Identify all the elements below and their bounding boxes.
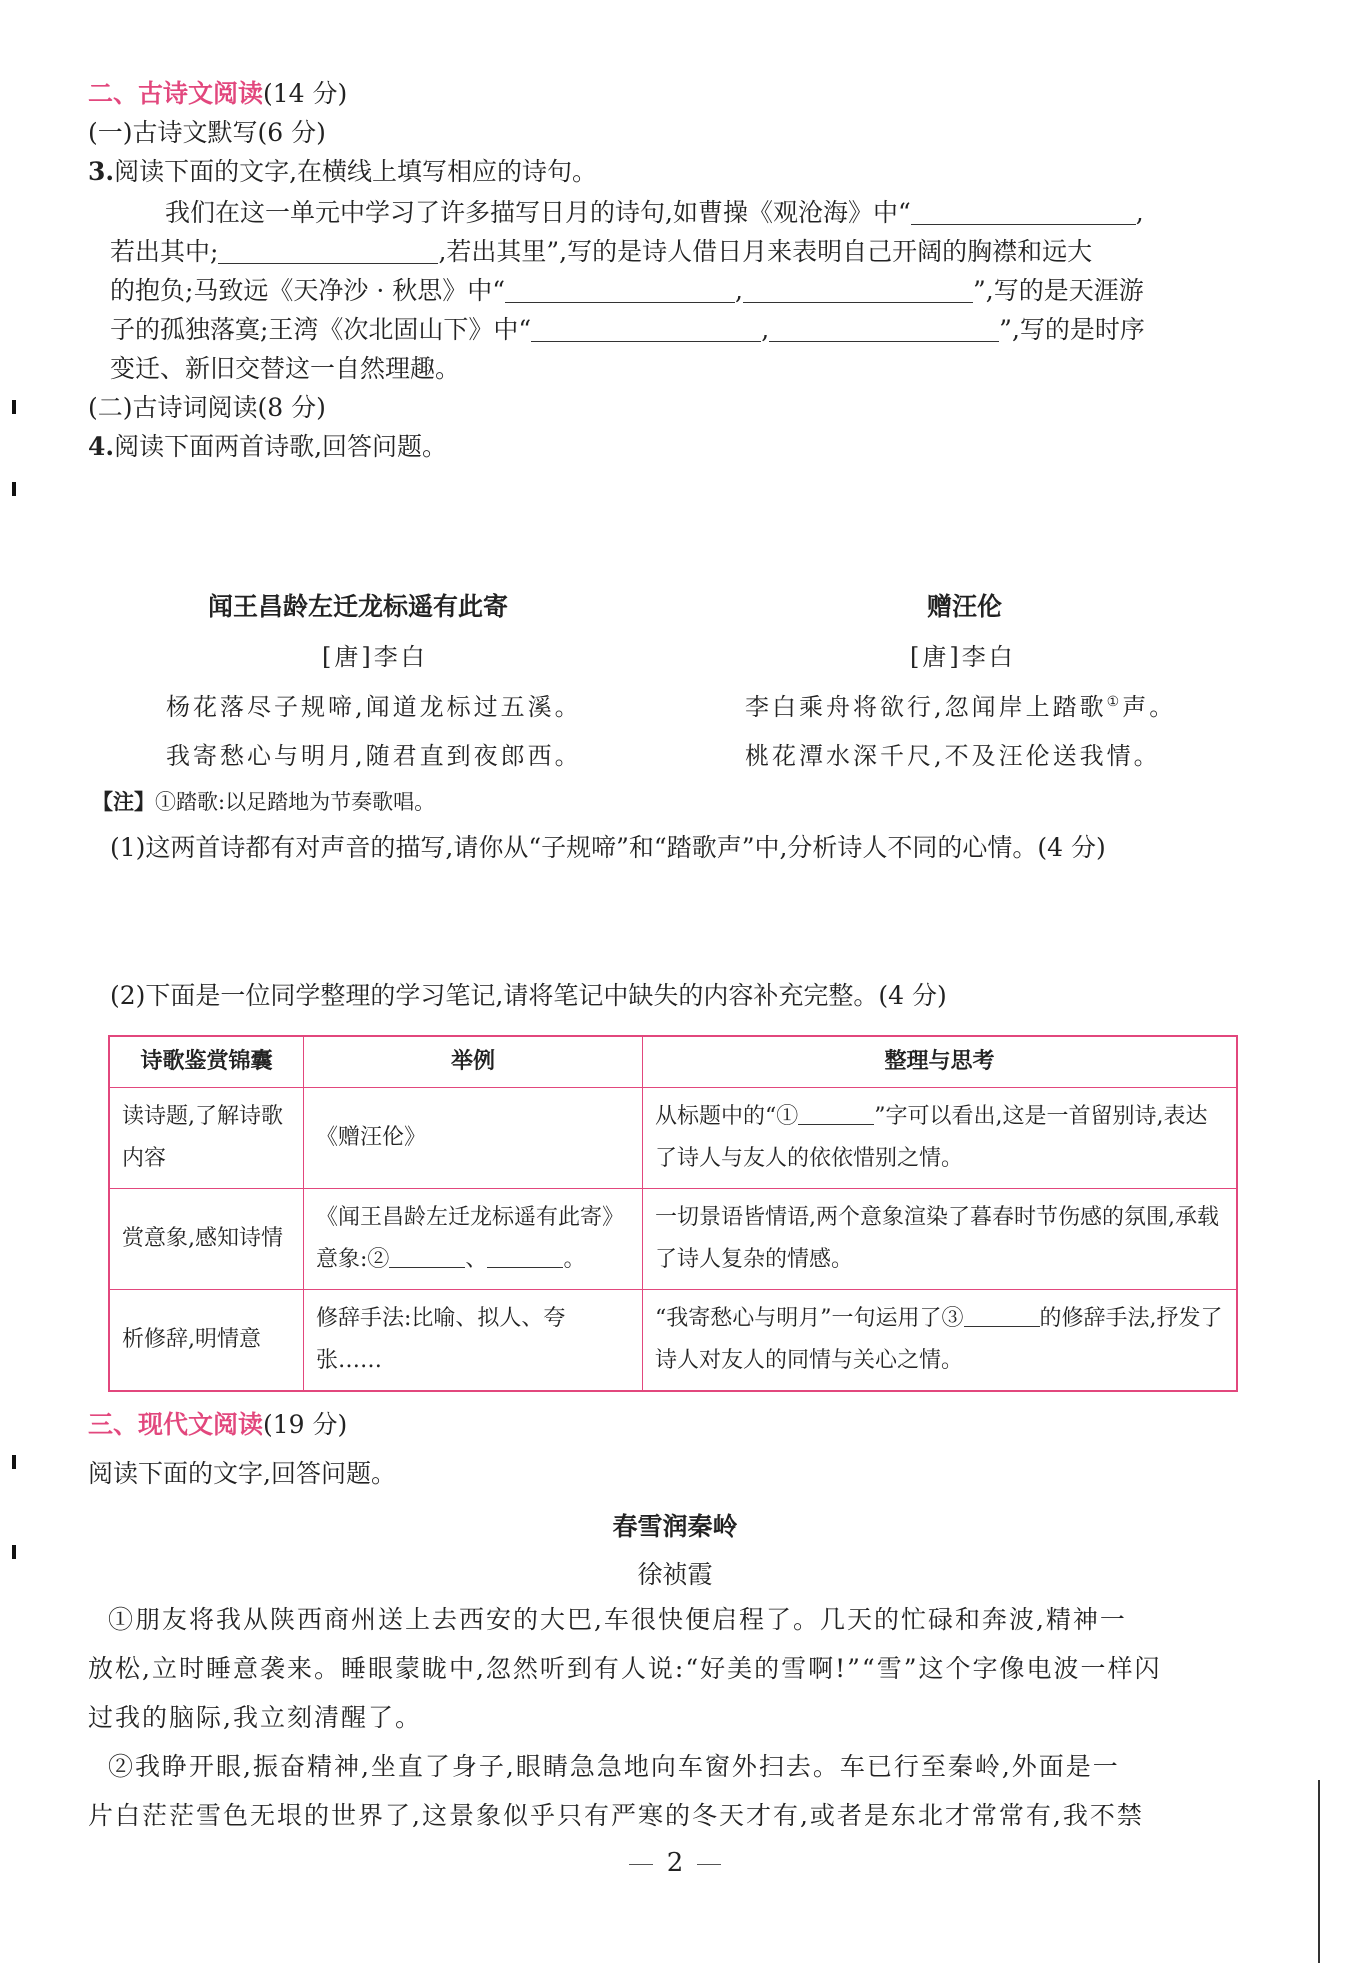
row1-thinking-a: 从标题中的“① — [655, 1104, 799, 1129]
answer-blank-4[interactable] — [743, 276, 973, 303]
header-thinking: 整理与思考 — [643, 1036, 1238, 1088]
binding-mark — [12, 400, 16, 414]
q3-line1 — [165, 196, 1144, 230]
paragraph2-line2: 片白茫茫雪色无垠的世界了,这景象似乎只有严寒的冬天才有,或者是东北才常常有,我不禁 — [88, 1801, 1144, 1830]
q3-line4-comma: , — [761, 315, 770, 344]
row1-tip: 读诗题,了解诗歌内容 — [109, 1088, 304, 1189]
table-blank-3[interactable] — [964, 1304, 1040, 1327]
header-tips: 诗歌鉴赏锦囊 — [109, 1036, 304, 1088]
section2-score: (14 分) — [263, 79, 348, 108]
section3-prompt: 阅读下面的文字,回答问题。 — [88, 1459, 396, 1488]
q4-sub1: (1)这两首诗都有对声音的描写,请你从“子规啼”和“踏歌声”中,分析诗人不同的心情。(4 分) — [110, 833, 1106, 862]
section2-title: 二、古诗文阅读 — [88, 79, 264, 108]
poem1-author: [唐]李白 — [322, 643, 428, 671]
table-row — [109, 1290, 1237, 1392]
q3-line4-text-c: ”,写的是时序 — [999, 315, 1145, 344]
binding-mark — [12, 482, 16, 496]
binding-mark — [12, 1545, 16, 1559]
row3-tip: 析修辞,明情意 — [109, 1290, 304, 1392]
row1-thinking — [643, 1088, 1238, 1189]
answer-blank-5[interactable] — [531, 315, 761, 342]
poem2-line1 — [745, 687, 1176, 722]
q3-line1-text: 我们在这一单元中学习了许多描写日月的诗句,如曹操《观沧海》中“ — [165, 198, 911, 227]
answer-blank-1[interactable] — [911, 198, 1136, 225]
study-notes-table — [108, 1035, 1238, 1392]
row2-example-end: 。 — [563, 1247, 586, 1272]
q3-line2-text-a: 若出其中; — [110, 237, 219, 266]
answer-blank-2[interactable] — [218, 237, 438, 264]
scan-edge-line — [1318, 1780, 1320, 1963]
page-number-dash-left — [629, 1864, 653, 1865]
section3-title: 三、现代文阅读 — [88, 1410, 264, 1439]
table-blank-2a[interactable] — [389, 1245, 465, 1268]
table-row — [109, 1189, 1237, 1290]
q3-line1-comma: , — [1135, 198, 1144, 227]
section3-score: (19 分) — [263, 1410, 348, 1439]
article-author: 徐祯霞 — [637, 1560, 713, 1589]
poem2-title: 赠汪伦 — [927, 592, 1003, 621]
q4-prompt — [88, 430, 447, 464]
page-number-dash-right — [697, 1864, 721, 1865]
binding-mark — [12, 1455, 16, 1469]
q4-sub2: (2)下面是一位同学整理的学习笔记,请将笔记中缺失的内容补充完整。(4 分) — [110, 981, 947, 1010]
poem1-line2: 我寄愁心与明月,随君直到夜郎西。 — [166, 742, 582, 770]
q3-prompt — [88, 155, 597, 189]
paragraph2-line1: ②我睁开眼,振奋精神,坐直了身子,眼睛急急地向车窗外扫去。车已行至秦岭,外面是一 — [108, 1752, 1120, 1781]
row3-thinking-b: 的修辞手法,抒发了诗人对友人的同情与关心之情。 — [655, 1306, 1223, 1373]
row1-example: 《赠汪伦》 — [304, 1088, 643, 1189]
footnote-text: ①踏歌:以足踏地为节奏歌唱。 — [155, 790, 436, 814]
q3-line2 — [110, 235, 1092, 269]
row2-example-a: 《闻王昌龄左迁龙标遥有此寄》意象:② — [316, 1205, 625, 1272]
q3-line3-comma: , — [735, 276, 743, 305]
footnote-label: 【注】 — [92, 789, 155, 814]
q4-prompt-text: 阅读下面两首诗歌,回答问题。 — [114, 432, 448, 461]
poem1-line1: 杨花落尽子规啼,闻道龙标过五溪。 — [166, 693, 582, 721]
q4-number: 4. — [88, 432, 115, 461]
q3-line3-text-c: ”,写的是天涯游 — [973, 276, 1144, 305]
page-number-value: 2 — [666, 1848, 684, 1878]
section2-heading — [88, 77, 347, 111]
paragraph1-line1: ①朋友将我从陕西商州送上去西安的大巴,车很快便启程了。几天的忙碌和奔波,精神一 — [108, 1605, 1127, 1634]
part2-heading: (二)古诗词阅读(8 分) — [88, 393, 326, 422]
page-number — [0, 1848, 1350, 1878]
q3-line5: 变迁、新旧交替这一自然理趣。 — [110, 354, 461, 383]
q3-line4 — [110, 313, 1145, 347]
q3-prompt-text: 阅读下面的文字,在横线上填写相应的诗句。 — [114, 157, 598, 186]
row3-thinking — [643, 1290, 1238, 1392]
row1-thinking-b: ”字可以看出,这是一首留别诗,表达了诗人与友人的依依惜别之情。 — [655, 1104, 1208, 1171]
row3-thinking-a: “我寄愁心与明月”一句运用了③ — [655, 1306, 964, 1331]
table-blank-1[interactable] — [798, 1102, 874, 1125]
q3-line3-text-a: 的抱负;马致远《天净沙 · 秋思》中“ — [110, 276, 506, 305]
paragraph1-line3: 过我的脑际,我立刻清醒了。 — [88, 1703, 422, 1732]
article-title: 春雪润秦岭 — [612, 1512, 738, 1541]
paragraph1-line2: 放松,立时睡意袭来。睡眼蒙眬中,忽然听到有人说:“好美的雪啊!”“雪”这个字像电波一样闪 — [88, 1654, 1162, 1683]
poem1-title: 闻王昌龄左迁龙标遥有此寄 — [208, 592, 509, 621]
footnote-marker: ① — [1106, 694, 1123, 710]
answer-blank-6[interactable] — [769, 315, 999, 342]
table-row — [109, 1088, 1237, 1189]
row2-thinking: 一切景语皆情语,两个意象渲染了暮春时节伤感的氛围,承载了诗人复杂的情感。 — [643, 1189, 1238, 1290]
row2-tip: 赏意象,感知诗情 — [109, 1189, 304, 1290]
poem2-line2: 桃花潭水深千尺,不及汪伦送我情。 — [745, 742, 1161, 770]
row3-example: 修辞手法:比喻、拟人、夸张…… — [304, 1290, 643, 1392]
row2-example-sep: 、 — [465, 1247, 488, 1272]
part1-heading: (一)古诗文默写(6 分) — [88, 118, 326, 147]
table-header-row — [109, 1036, 1237, 1088]
q3-line3 — [110, 274, 1144, 308]
table-blank-2b[interactable] — [487, 1245, 563, 1268]
row2-example — [304, 1189, 643, 1290]
poem2-line1-text: 李白乘舟将欲行,忽闻岸上踏歌 — [745, 693, 1107, 721]
answer-blank-3[interactable] — [505, 276, 735, 303]
section3-heading — [88, 1408, 347, 1442]
q3-line4-text-a: 子的孤独落寞;王湾《次北固山下》中“ — [110, 315, 532, 344]
poem2-line1-end: 声。 — [1122, 693, 1177, 721]
q3-line2-text-b: ,若出其里”,写的是诗人借日月来表明自己开阔的胸襟和远大 — [438, 237, 1093, 266]
q3-number: 3. — [88, 157, 115, 186]
header-example: 举例 — [304, 1036, 643, 1088]
footnote — [92, 786, 435, 816]
poem2-author: [唐]李白 — [910, 643, 1016, 671]
